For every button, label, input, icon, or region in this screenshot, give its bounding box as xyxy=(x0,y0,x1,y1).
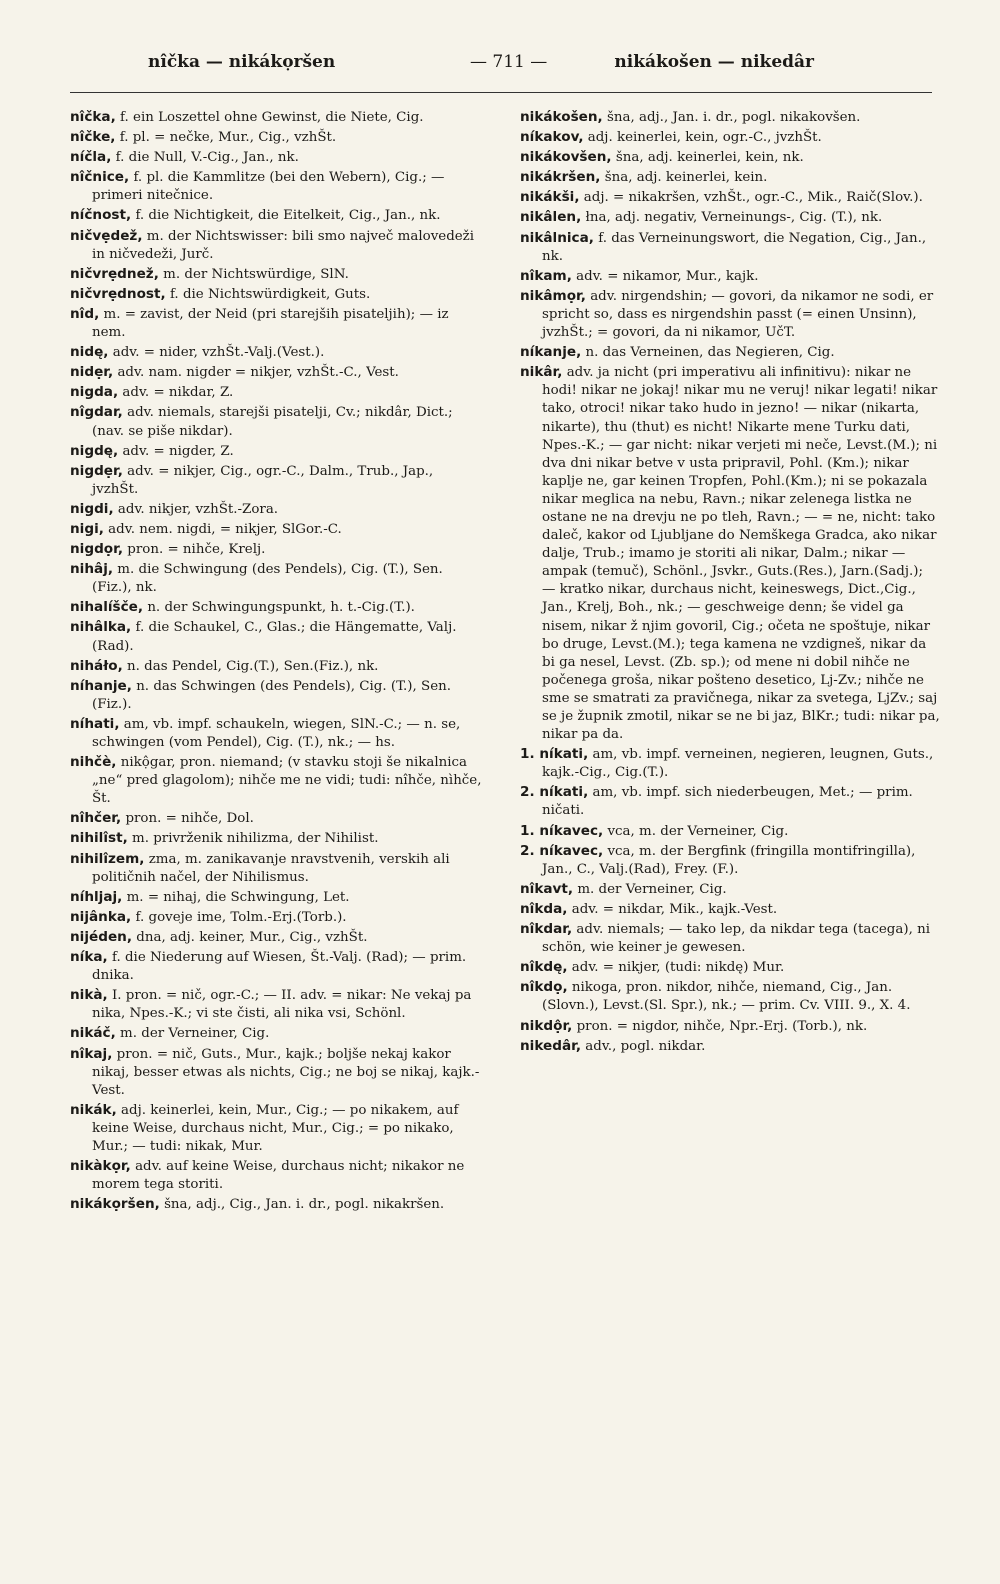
definition: am, vb. impf. schaukeln, wiegen, SlN.-C.; — n. se, schwingen (vom Pendel), Cig. (T.), nk.; — hs. xyxy=(92,716,461,750)
headword: nikákošen, xyxy=(520,109,603,125)
dictionary-entry xyxy=(520,128,940,147)
headword: nîhčer, xyxy=(70,810,122,827)
definition: adv. auf keine Weise, durchaus nicht; nikakor ne morem tega storiti. xyxy=(92,1159,465,1193)
definition: adv., pogl. nikdar. xyxy=(585,1038,706,1054)
definition: nikộgar, pron. niemand; (v stavku stoji še nikalnica „ne“ pred glagolom); nihče me ne vidi; tudi: nîhče, nìhče, Št. xyxy=(92,755,482,807)
dictionary-entry xyxy=(520,978,940,1015)
dictionary-entry xyxy=(70,265,482,284)
headword: nihâlka, xyxy=(70,619,132,636)
dictionary-entry xyxy=(520,208,940,227)
headword: niháło, xyxy=(70,657,123,674)
dictionary-entry xyxy=(70,677,482,714)
headword: nidę, xyxy=(70,344,109,361)
headword: nîkaj, xyxy=(70,1045,113,1062)
headword: nikák, xyxy=(70,1101,117,1118)
definition: I. pron. = nič, ogr.-C.; — II. adv. = nikar: Ne vekaj pa nika, Npes.-K.; vi ste čisti, ali nika vsi, Schönl. xyxy=(92,988,472,1022)
dictionary-entry xyxy=(520,900,940,919)
headword: nikákši, xyxy=(520,189,580,206)
headword: nidẹr, xyxy=(70,364,114,381)
headword: nîkdọ, xyxy=(520,979,568,996)
definition: adv. = nikamor, Mur., kajk. xyxy=(576,268,759,284)
headword: nikâlen, xyxy=(520,209,582,226)
headword: nijânka, xyxy=(70,908,132,925)
definition: m. der Verneiner, Cig. xyxy=(120,1026,270,1042)
headword: 2. níkavec, xyxy=(520,842,604,859)
definition: m. = nihaj, die Schwingung, Let. xyxy=(126,889,350,905)
headword: níka, xyxy=(70,949,108,966)
dictionary-entry xyxy=(70,1157,482,1194)
dictionary-entry xyxy=(520,363,940,744)
dictionary-entry xyxy=(520,1037,940,1056)
headword: níčla, xyxy=(70,149,112,166)
dictionary-entry xyxy=(70,908,482,927)
headword: nîkam, xyxy=(520,267,572,284)
dictionary-entry xyxy=(70,829,482,848)
definition: adv. = nikjer, (tudi: nikdę) Mur. xyxy=(571,960,785,976)
dictionary-entry xyxy=(70,128,482,147)
dictionary-entry xyxy=(70,285,482,304)
definition: adv. = nikjer, Cig., ogr.-C., Dalm., Trub., Jap., jvzhŠt. xyxy=(92,463,434,497)
dictionary-entry xyxy=(520,267,940,286)
dictionary-entry xyxy=(70,363,482,382)
dictionary-entry xyxy=(70,1195,482,1214)
headword: nîkavt, xyxy=(520,880,574,897)
dictionary-entry xyxy=(70,462,482,499)
dictionary-entry xyxy=(70,168,482,205)
definition: m. der Verneiner, Cig. xyxy=(577,881,727,897)
definition: adj. keinerlei, kein, Mur., Cig.; — po nikakem, auf keine Weise, durchaus nicht, Mur., Cig.; = po nikako, Mur.; — tudi: nikak, Mur. xyxy=(92,1102,459,1154)
dictionary-entry xyxy=(70,986,482,1023)
dictionary-entry xyxy=(70,343,482,362)
definition: pron. = nič, Guts., Mur., kajk.; boljše nekaj kakor nikaj, besser etwas als nichts, Cig.; ne boj se nikaj, kajk.-Vest. xyxy=(92,1046,480,1098)
dictionary-entry xyxy=(70,1045,482,1100)
dictionary-entry xyxy=(70,888,482,907)
definition: f. goveje ime, Tolm.-Erj.(Torb.). xyxy=(135,909,347,925)
definition: šna, adj., Jan. i. dr., pogl. nikakovšen. xyxy=(606,110,861,125)
dictionary-entry xyxy=(70,500,482,519)
headword: 2. níkati, xyxy=(520,784,589,801)
definition: f. pl. = nečke, Mur., Cig., vzhŠt. xyxy=(119,130,337,146)
definition: dna, adj. keiner, Mur., Cig., vzhŠt. xyxy=(136,929,368,945)
dictionary-entry xyxy=(520,108,940,127)
headword: nîčnice, xyxy=(70,169,130,186)
definition: adv. nirgendshin; — govori, da nikamor ne sodi, er spricht so, dass es nirgendshin passt (= einen Unsinn), jvzhŠt.; = govori, da ni nikamor, UčT. xyxy=(542,288,934,341)
dictionary-entry xyxy=(520,783,940,820)
definition: pron. = nihče, Dol. xyxy=(125,811,254,827)
dictionary-entry xyxy=(70,598,482,617)
headword: nihilîzem, xyxy=(70,850,145,867)
dictionary-entry xyxy=(520,188,940,207)
dictionary-entry xyxy=(70,809,482,828)
headword: nigda, xyxy=(70,384,119,401)
definition: f. die Null, V.-Cig., Jan., nk. xyxy=(115,150,299,166)
dictionary-entry xyxy=(70,560,482,597)
definition: f. das Verneinungswort, die Negation, Cig., Jan., nk. xyxy=(542,230,927,264)
definition: n. das Schwingen (des Pendels), Cig. (T.), Sen.(Fiz.). xyxy=(92,678,452,712)
dictionary-entry xyxy=(520,745,940,782)
headword: nikà, xyxy=(70,987,108,1004)
definition: adv. nam. nigder = nikjer, vzhŠt.-C., Vest. xyxy=(117,365,399,381)
dictionary-entry xyxy=(520,1017,940,1036)
definition: łna, adj. negativ, Verneinungs-, Cig. (T.), nk. xyxy=(585,210,883,226)
headword: nikâr, xyxy=(520,364,563,381)
headword: nihilîst, xyxy=(70,830,128,847)
dictionary-entry xyxy=(70,108,482,127)
dictionary-entry xyxy=(70,383,482,402)
headword: ničvẹdež, xyxy=(70,227,143,244)
definition: adv. = nikdar, Mik., kajk.-Vest. xyxy=(571,901,778,917)
headword: nîkda, xyxy=(520,900,568,917)
page-number: — 711 — xyxy=(470,52,548,72)
dictionary-entry xyxy=(520,842,940,879)
headword: nikedâr, xyxy=(520,1037,582,1054)
dictionary-entry xyxy=(70,442,482,461)
headword: nikàkọr, xyxy=(70,1158,131,1175)
definition: adv. ja nicht (pri imperativu ali infinitivu): nikar ne hodi! nikar ne jokaj! nikar mu ne veruj! nikar legati! nikar tako, otroci! nikar tako hudo in jezno! — nikar (nikarta, nikarte), thu (thut) es nicht! Nikarte mene Turku dati, Npes.-K.; — gar nicht: nikar verjeti mi neče, Levst.(M.); ni dva dni nikar betve v usta pripravil, Pohl. (Km.); nikar kaplje ne, gar keinen Tropfen, Pohl.(Km.); ni se pokazala nikar meglica na nebu, Ravn.; nikar zelenega listka ne ostane ne na drevju ne po tleh, Ravn.; — = ne, nicht: tako daleč, kakor od Ljubljane do Nemškega Gradca, ako nikar dalje, Trub.; imamo je storiti ali nikar, Dalm.; nikar — ampak (temuč), Schönl., Jsvkr., Guts.(Res.), Jarn.(Sadj.); — kratko nikar, durchaus nicht, keineswegs, Dict.,Cig., Jan., Krelj, Boh., nk.; — geschweige denn; še videl ga nisem, nikar ž njim govoril, Cig.; očeta ne spoštuje, nikar bo druge, Levst.(M.); tega kamena ne vzdigneš, nikar da bi ga nesel, Levst. (Zb. sp.); od mene ni dobil nihče ne počenega groša, nikar pošteno desetico, Lj-Zv.; nihče ne sme se smatrati za pravičnega, nikar za svetega, LjZv.; saj se je župnik zmotil, nikar se ne bi jaz, BlKr.; tudi: nikar pa, nikar pa da. xyxy=(542,365,940,743)
definition: adv. = nigder, Z. xyxy=(122,443,234,459)
header-right: nikákošen — nikedâr xyxy=(614,52,814,72)
dictionary-entry xyxy=(70,948,482,985)
definition: adv. nikjer, vzhŠt.-Zora. xyxy=(117,501,279,517)
definition: adv. niemals; — tako lep, da nikdar tega (tacega), ni schön, wie keiner je gewesen. xyxy=(542,922,931,956)
definition: am, vb. impf. sich niederbeugen, Met.; — prim. ničati. xyxy=(542,785,913,819)
headword: níhljaj, xyxy=(70,888,123,905)
dictionary-entry xyxy=(520,287,940,342)
definition: n. das Verneinen, das Negieren, Cig. xyxy=(585,345,835,361)
dictionary-entry xyxy=(70,540,482,559)
dictionary-entry xyxy=(520,168,940,187)
dictionary-entry xyxy=(70,1024,482,1043)
definition: f. ein Loszettel ohne Gewinst, die Niete, Cig. xyxy=(120,110,424,125)
dictionary-entry xyxy=(70,850,482,887)
definition: n. der Schwingungspunkt, h. t.-Cig.(T.). xyxy=(147,600,415,616)
definition: adv. = nikdar, Z. xyxy=(122,385,234,401)
headword: nikdộr, xyxy=(520,1017,573,1034)
dictionary-entry xyxy=(70,753,482,808)
headword: níčnost, xyxy=(70,207,132,224)
headword: nîčka, xyxy=(70,109,116,125)
dictionary-entry xyxy=(70,520,482,539)
left-column xyxy=(70,108,482,1215)
dictionary-entry xyxy=(520,880,940,899)
dictionary-entry xyxy=(520,229,940,266)
definition: pron. = nihče, Krelj. xyxy=(127,542,266,558)
headword: nikákọršen, xyxy=(70,1196,160,1213)
page-header xyxy=(70,48,932,80)
dictionary-entry xyxy=(520,148,940,167)
headword: nihčè, xyxy=(70,754,117,771)
definition: adv. = nider, vzhŠt.-Valj.(Vest.). xyxy=(112,345,325,361)
headword: níkakov, xyxy=(520,129,584,146)
dictionary-entry xyxy=(70,928,482,947)
definition: adv. niemals, starejši pisatelji, Cv.; nikdâr, Dict.; (nav. se piše nikdar). xyxy=(92,405,453,439)
headword: nîd, xyxy=(70,305,100,322)
headword: nikákovšen, xyxy=(520,149,612,166)
definition: n. das Pendel, Cig.(T.), Sen.(Fiz.), nk. xyxy=(127,658,379,674)
headword: nîkdar, xyxy=(520,921,573,938)
headword: nikâlnica, xyxy=(520,229,594,246)
dictionary-entry xyxy=(70,618,482,655)
headword: nijéden, xyxy=(70,928,133,945)
dictionary-entry xyxy=(70,206,482,225)
definition: m. = zavist, der Neid (pri starejših pisateljih); — iz nem. xyxy=(92,306,449,341)
headword: nîgdar, xyxy=(70,404,123,421)
definition: f. die Niederung auf Wiesen, Št.-Valj. (Rad); — prim. dnika. xyxy=(92,950,467,984)
definition: šna, adj., Cig., Jan. i. dr., pogl. nikakršen. xyxy=(164,1197,445,1213)
header-rule xyxy=(70,92,932,93)
headword: nihâj, xyxy=(70,561,114,578)
dictionary-entry xyxy=(70,148,482,167)
definition: adj. keinerlei, kein, ogr.-C., jvzhŠt. xyxy=(587,130,822,146)
headword: ničvrẹdnost, xyxy=(70,285,166,302)
definition: f. die Schaukel, C., Glas.; die Hängematte, Valj.(Rad). xyxy=(92,620,457,654)
headword: nihalíšče, xyxy=(70,599,144,616)
definition: m. die Schwingung (des Pendels), Cig. (T.), Sen.(Fiz.), nk. xyxy=(92,562,443,596)
dictionary-entry xyxy=(520,958,940,977)
dictionary-entry xyxy=(70,1101,482,1156)
header-left: nîčka — nikákọršen xyxy=(148,52,336,72)
dictionary-entry xyxy=(520,343,940,362)
definition: pron. = nigdor, nihče, Npr.-Erj. (Torb.), nk. xyxy=(576,1018,868,1034)
headword: níhanje, xyxy=(70,677,132,694)
headword: nîkdę, xyxy=(520,959,568,976)
definition: f. die Nichtswürdigkeit, Guts. xyxy=(169,286,371,302)
dictionary-entry xyxy=(70,403,482,440)
definition: vca, m. der Bergfink (fringilla montifringilla), Jan., C., Valj.(Rad), Frey. (F.). xyxy=(542,843,916,877)
headword: nigdę, xyxy=(70,442,119,459)
definition: adv. nem. nigdi, = nikjer, SlGor.-C. xyxy=(108,521,342,537)
definition: m. privrženik nihilizma, der Nihilist. xyxy=(132,831,379,847)
headword: níhati, xyxy=(70,715,120,732)
definition: vca, m. der Verneiner, Cig. xyxy=(607,823,789,839)
definition: m. der Nichtswisser: bili smo največ malovedeži in ničvedeži, Jurč. xyxy=(92,228,475,262)
headword: níkanje, xyxy=(520,344,582,361)
headword: 1. níkati, xyxy=(520,746,589,763)
headword: nikákršen, xyxy=(520,169,601,186)
definition: f. die Nichtigkeit, die Eitelkeit, Cig., Jan., nk. xyxy=(135,208,441,224)
headword: nikáč, xyxy=(70,1025,116,1042)
headword: nigdọr, xyxy=(70,541,124,558)
dictionary-entry xyxy=(70,227,482,264)
right-column xyxy=(520,108,940,1057)
definition: zma, m. zanikavanje nravstvenih, verskih ali političnih načel, der Nihilismus. xyxy=(92,851,450,885)
definition: adj. = nikakršen, vzhŠt., ogr.-C., Mik., Raič(Slov.). xyxy=(583,190,923,206)
dictionary-entry xyxy=(70,657,482,676)
definition: am, vb. impf. verneinen, negieren, leugnen, Guts., kajk.-Cig., Cig.(T.). xyxy=(542,747,934,781)
definition: f. pl. die Kammlitze (bei den Webern), Cig.; — primeri nitečnice. xyxy=(92,170,445,204)
definition: m. der Nichtswürdige, SlN. xyxy=(163,266,349,282)
headword: nigi, xyxy=(70,520,104,537)
definition: šna, adj. keinerlei, kein. xyxy=(604,170,768,186)
definition: šna, adj. keinerlei, kein, nk. xyxy=(615,150,804,166)
definition: nikoga, pron. nikdor, nihče, niemand, Cig., Jan.(Slovn.), Levst.(Sl. Spr.), nk.; — prim. Cv. VIII. 9., X. 4. xyxy=(542,980,911,1014)
headword: nigdi, xyxy=(70,500,114,517)
dictionary-entry xyxy=(520,920,940,957)
headword: ničvrẹdnež, xyxy=(70,265,159,282)
headword: nîčke, xyxy=(70,129,116,146)
headword: nigdẹr, xyxy=(70,462,123,479)
dictionary-entry xyxy=(70,305,482,342)
headword: nikâmọr, xyxy=(520,287,586,304)
dictionary-entry xyxy=(70,715,482,752)
dictionary-entry xyxy=(520,822,940,841)
headword: 1. níkavec, xyxy=(520,822,604,839)
